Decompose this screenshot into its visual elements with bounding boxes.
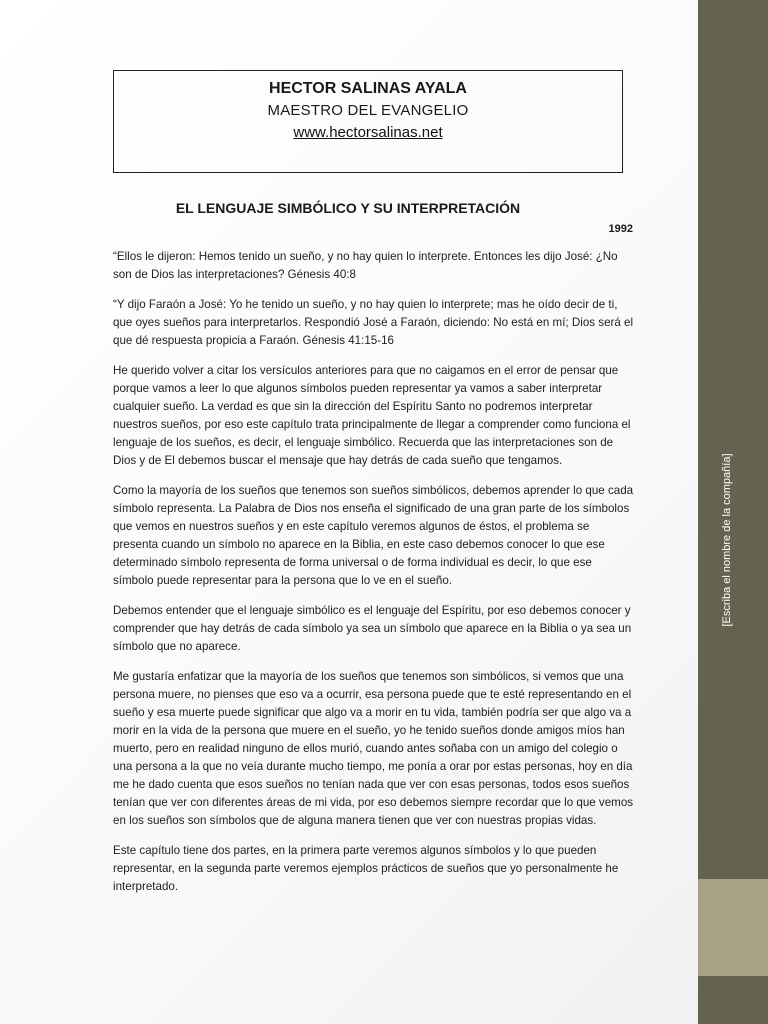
paragraph-body: Me gustaría enfatizar que la mayoría de los sueños que tenemos son simbólicos, si vemos que una persona muere, no pienses que eso va a ocurrir, esa persona puede que te esté representando en el sueño y esa muerte puede significar que algo va a morir en tu vida, también podría ser que algo va a morir en la vida de la persona que muere en el sueño, yo he tenido sueños donde amigos míos han muerto, pero en realidad ninguno de ellos murió, cuando antes soñaba con un amigo del colegio o una persona a la que no veía durante mucho tiempo, me ponía a orar por estas personas, hoy en día me he dado cuenta que esos sueños no tenían nada que ver con esas personas, todos esos sueños tenían que ver con diferentes áreas de mi vida, por eso debemos siempre recordar que lo que vemos en los sueños son símbolos que de alguna manera tienen que ver con nuestras propias vidas. <box>113 670 634 827</box>
sidebar-accent-block <box>698 879 768 976</box>
document-title: EL LENGUAJE SIMBÓLICO Y SU INTERPRETACIÓN <box>175 200 521 216</box>
paragraph-quote-genesis-41: “Y dijo Faraón a José: Yo he tenido un sueño, y no hay quien lo interprete; mas he oído decir de ti, que oyes sueños para interpretarlos. Respondió José a Faraón, diciendo: No está en mí; Dios será el que dé respuesta propicia a Faraón. Génesis 41:15-16 <box>113 298 634 347</box>
document-body <box>113 248 634 908</box>
author-subtitle: MAESTRO DEL EVANGELIO <box>267 102 469 119</box>
paragraph-body: Debemos entender que el lenguaje simbólico es el lenguaje del Espíritu, por eso debemos conocer y comprender que hay detrás de cada símbolo ya sea un símbolo que aparece en la Biblia o ya sea un símbolo que no aparece. <box>113 604 632 653</box>
author-header-box <box>113 70 623 173</box>
paragraph-quote-genesis-40: “Ellos le dijeron: Hemos tenido un sueño, y no hay quien lo interprete. Entonces les dijo José: ¿No son de Dios las interpretaciones? Génesis 40:8 <box>113 250 618 281</box>
author-name: HECTOR SALINAS AYALA <box>269 80 467 97</box>
company-name-placeholder[interactable]: [Escriba el nombre de la compañía] <box>721 453 733 627</box>
paragraph-body: He querido volver a citar los versículos anteriores para que no caigamos en el error de pensar que porque vamos a leer lo que algunos símbolos pueden representar ya vamos a saber interpretar cualquier sueño. La verdad es que sin la dirección del Espíritu Santo no podremos interpretar nuestros sueños, por eso este capítulo trata principalmente de llegar a comprender como funciona el lenguaje de los sueños, es decir, el lenguaje simbólico. Recuerda que las interpretaciones son de Dios y de El debemos buscar el mensaje que hay detrás de cada sueño que tengamos. <box>113 364 631 467</box>
website-link[interactable]: www.hectorsalinas.net <box>293 124 443 141</box>
paragraph-body: Este capítulo tiene dos partes, en la primera parte veremos algunos símbolos y lo que pueden representar, en la segunda parte veremos ejemplos prácticos de sueños que yo personalmente he interpretado. <box>113 844 619 893</box>
paragraph-body: Como la mayoría de los sueños que tenemos son sueños simbólicos, debemos aprender lo que cada símbolo representa. La Palabra de Dios nos enseña el significado de una gran parte de los símbolos que vemos en nuestros sueños y en este capítulo veremos algunos de éstos, el problema se presenta cuando un símbolo no aparece en la Biblia, en este caso debemos conocer lo que ese determinado símbolo representa de forma universal o de forma individual es decir, lo que ese símbolo puede representar para la persona que lo ve en el sueño. <box>113 484 634 587</box>
document-year: 1992 <box>608 223 633 235</box>
